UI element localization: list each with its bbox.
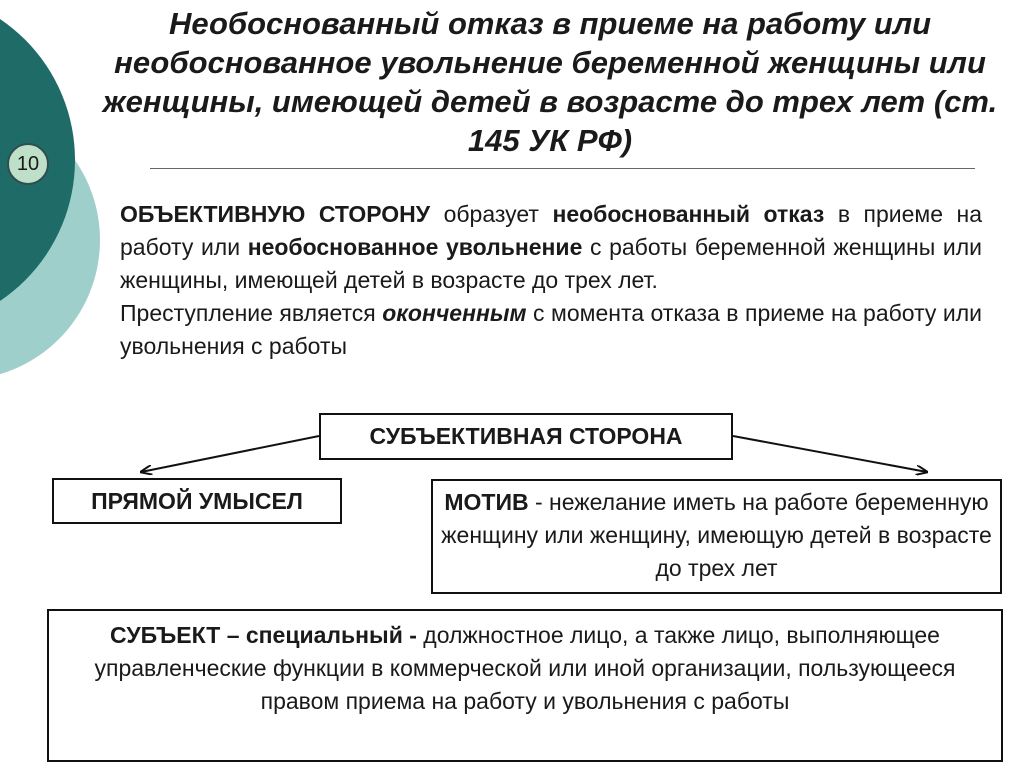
page-title: Необоснованный отказ в приеме на работу или необоснованное увольнение беременной женщины или женщины, имеющей детей в возрасте до трех лет (ст. 145 УК РФ) bbox=[102, 6, 998, 158]
objective-term: ОБЪЕКТИВНУЮ СТОРОНУ bbox=[120, 201, 431, 227]
objective-text-1: образует bbox=[430, 201, 553, 227]
objective-bold-refusal: необоснованный отказ bbox=[552, 201, 825, 227]
objective-text-3: с работы беременной женщины или женщины, имеющей детей в возрасте до трех лет. bbox=[120, 234, 983, 293]
subject-term: СУБЪЕКТ – специальный - bbox=[110, 622, 417, 648]
motive-box bbox=[431, 479, 1002, 594]
direct-intent-box: ПРЯМОЙ УМЫСЕЛ bbox=[52, 478, 342, 524]
objective-bold-dismissal: необоснованное увольнение bbox=[247, 234, 583, 260]
motive-text: - нежелание иметь на работе беременную женщину или женщину, имеющую детей в возрасте до трех лет bbox=[441, 489, 992, 581]
subject-box bbox=[47, 609, 1003, 762]
arrow-to-intent bbox=[141, 436, 319, 472]
arrow-to-motive bbox=[733, 436, 927, 472]
subjective-side-box: СУБЪЕКТИВНАЯ СТОРОНА bbox=[319, 413, 733, 460]
motive-term: МОТИВ bbox=[444, 489, 529, 515]
completion-text-2: с момента отказа в приеме на работу или увольнения с работы bbox=[120, 300, 982, 359]
subject-text: должностное лицо, а также лицо, выполняющее управленческие функции в коммерческой или иной организации, пользующееся правом приема на работу и увольнения с работы bbox=[94, 622, 956, 714]
objective-text-2: в приеме на работу или bbox=[120, 201, 983, 260]
slide-number-badge: 10 bbox=[7, 143, 49, 185]
completion-term: оконченным bbox=[382, 300, 527, 326]
completion-text-1: Преступление является bbox=[120, 300, 383, 326]
